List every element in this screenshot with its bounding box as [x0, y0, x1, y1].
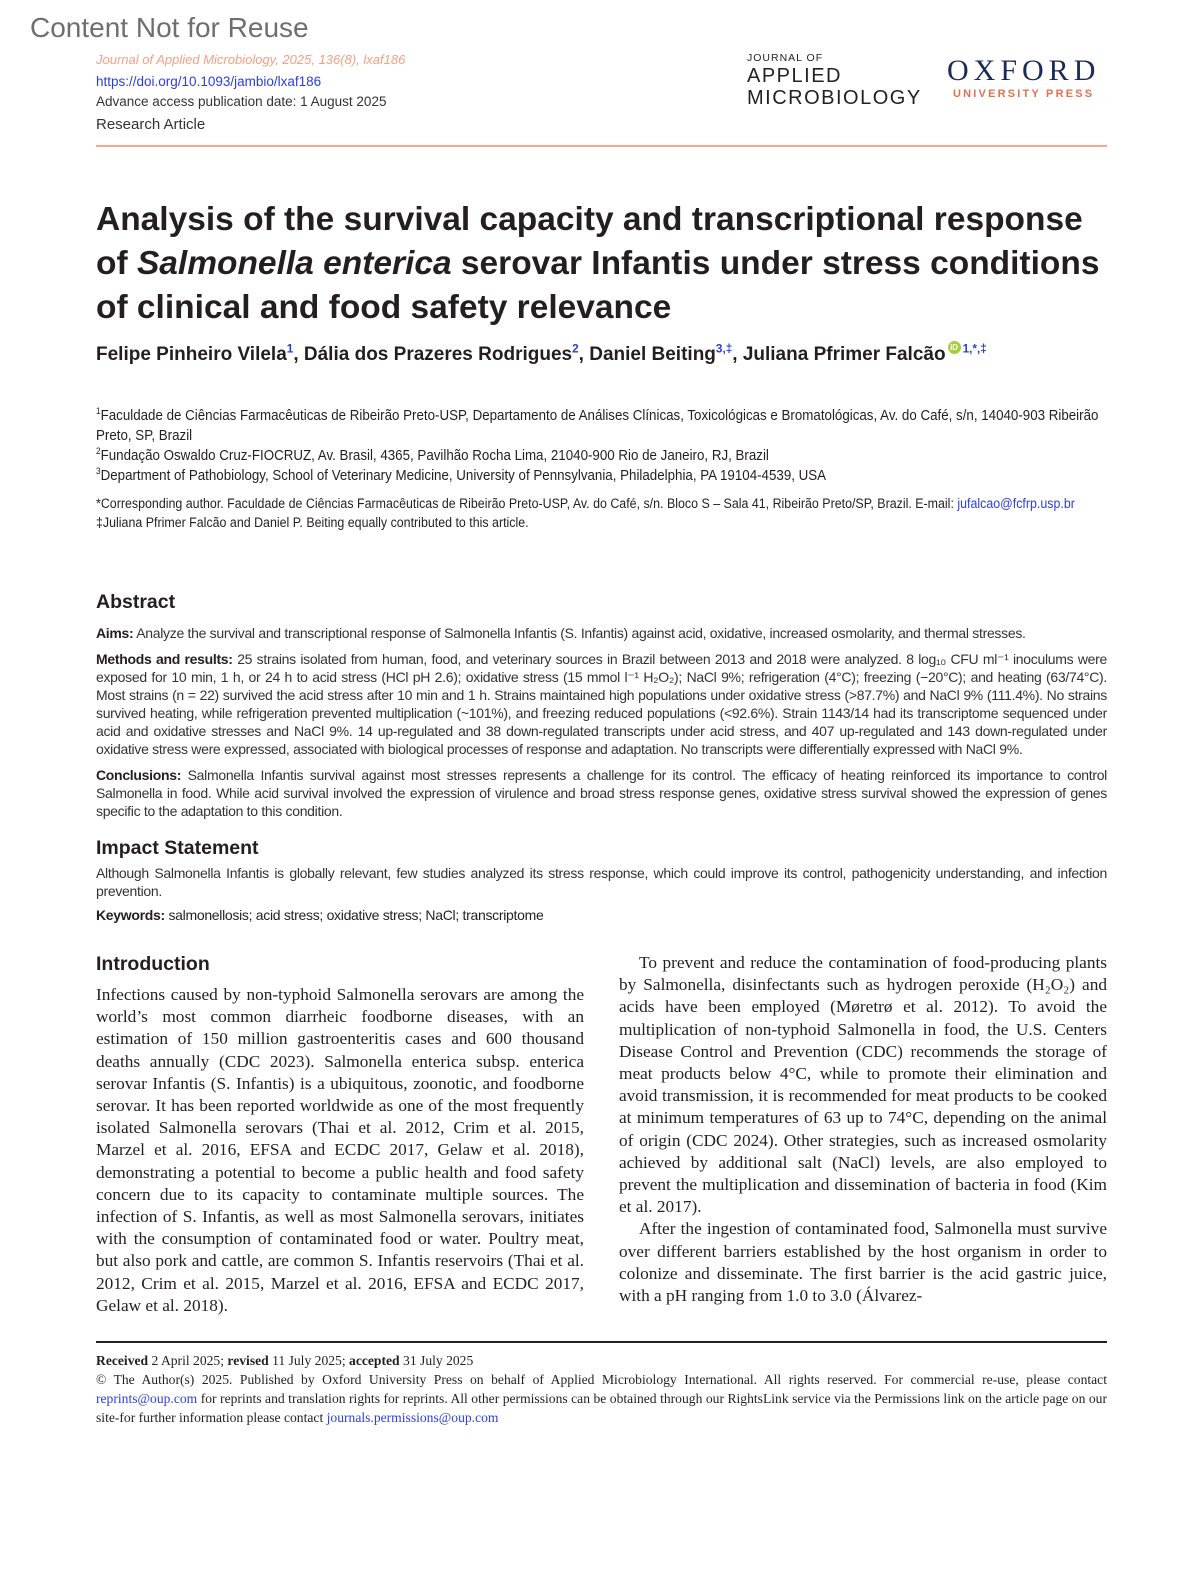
abstract-conclusions: [96, 766, 1107, 820]
corresponding-text: *Corresponding author. Faculdade de Ciências Farmacêuticas de Ribeirão Preto-USP, Av. do Café, s/n. Bloco S – Sala 41, Ribeirão Preto/SP, Brazil. E-mail:: [96, 496, 958, 511]
affiliation-text: Department of Pathobiology, School of Veterinary Medicine, University of Pennsylvania, Philadelphia, PA 19104-4539, USA: [100, 468, 827, 484]
abstract-body: [96, 624, 1107, 820]
header-divider: [96, 145, 1107, 147]
author-sup: 1,*,‡: [962, 342, 987, 356]
accepted-label: accepted: [349, 1352, 400, 1368]
copyright: [96, 1370, 1107, 1427]
conclusions-label: Conclusions:: [96, 767, 182, 783]
affiliation: [96, 466, 1107, 486]
aims-label: Aims:: [96, 625, 134, 641]
introduction: [96, 952, 1107, 1317]
title-part: serovar Infantis under stress conditions of clinical and food safety relevance: [96, 245, 1100, 326]
affiliation-text: Faculdade de Ciências Farmacêuticas de Ribeirão Preto-USP, Departamento de Análises Clínicas, Toxicológicas e Bromatológicas, Av. do Café, s/n, 14040-903 Ribeirão Preto, SP, Brazil: [96, 408, 1099, 444]
affiliation: [96, 406, 1107, 446]
publisher-logo: [947, 54, 1100, 100]
permissions-email-link[interactable]: journals.permissions@oup.com: [326, 1409, 499, 1425]
reprints-email-link[interactable]: reprints@oup.com: [96, 1390, 198, 1406]
copyright-text: © The Author(s) 2025. Published by Oxford University Press on behalf of Applied Microbiology International. All rights reserved. For commercial re-use, please contact: [96, 1371, 1107, 1387]
author[interactable]: Juliana Pfrimer Falcão: [742, 344, 946, 365]
title-part: Analysis of the survival capacity and transcriptional response of: [96, 201, 1083, 282]
title-italic: Salmonella enterica: [136, 245, 452, 282]
affiliation-sup: 2: [96, 446, 101, 457]
introduction-right-column: [619, 952, 1107, 1317]
abstract-heading: Abstract: [96, 591, 176, 613]
journal-logo: [747, 53, 922, 108]
article-title: [96, 198, 1107, 330]
received-dates: [96, 1351, 1107, 1370]
affiliation: [96, 446, 1107, 466]
revised-label: revised: [227, 1352, 269, 1368]
publisher-logo-main: OXFORD: [947, 54, 1101, 87]
keywords-label: Keywords:: [96, 907, 165, 923]
article-body: [96, 590, 1107, 1447]
publication-date: Advance access publication date: 1 August 2025: [96, 94, 387, 109]
equal-contribution-note: ‡Juliana Pfrimer Falcão and Daniel P. Beiting equally contributed to this article.: [96, 515, 529, 530]
intro-paragraph: Infections caused by non-typhoid Salmonella serovars are among the world’s most common diarrheic foodborne diseases, with an estimation of 150 million gastroenteritis cases and 600 thousand deaths annually (CDC 2023). Salmonella enterica subsp. enterica serovar Infantis (S. Infantis) is a ubiquitous, zoonotic, and foodborne serovar. It has been reported worldwide as one of the most frequently isolated Salmonella serovars (Thai et al. 2012, Crim et al. 2015, Marzel et al. 2016, EFSA and ECDC 2017, Gelaw et al. 2018), demonstrating a potential to become a public health and food safety concern due to its capacity to contaminate multiple sources. The infection of S. Infantis, as well as most Salmonella serovars, initiates with the consumption of contaminated food or water. Poultry meat, but also pork and cattle, are common S. Infantis reservoirs (Thai et al. 2012, Crim et al. 2015, Marzel et al. 2016, EFSA and ECDC 2017, Gelaw et al. 2018).: [96, 985, 584, 1315]
orcid-icon[interactable]: iD: [948, 341, 961, 354]
author-list: Felipe Pinheiro Vilela$^1$, Dália dos Prazeres Rodrigues$^2$, Daniel Beiting$^{3,\ddagger}$, Juliana Pfrimer Falcão iD $^{1,*,\ddagger}$: [96, 342, 987, 365]
corresponding-author: [96, 494, 1107, 532]
corresponding-email-link[interactable]: jufalcao@fcfrp.usp.br: [957, 496, 1075, 511]
intro-paragraph: To prevent and reduce the contamination of food-producing plants by Salmonella, disinfectants such as hydrogen peroxide (H₂O₂) and acids have been employed (Møretrø et al. 2012). To avoid the multiplication of non-typhoid Salmonella in food, the U.S. Centers Disease Control and Prevention (CDC) recommends the storage of meat products below 4°C, while to promote their elimination and avoid transmission, it is recommended for meat products to be cooked at minimum temperatures of 63 up to 74°C, depending on the animal of origin (CDC 2024). Other strategies, such as increased osmolarity achieved by additional salt (NaCl) levels, are also employed to prevent the multiplication and dissemination of bacteria in food (Kim et al. 2017).: [619, 953, 1107, 1217]
abstract-aims: [96, 624, 1107, 642]
author-sup: 1: [286, 342, 294, 356]
author[interactable]: Felipe Pinheiro Vilela: [96, 344, 287, 365]
publisher-logo-sub: UNIVERSITY PRESS: [952, 88, 1095, 100]
abstract-methods: [96, 650, 1107, 758]
received-date: 2 April 2025;: [151, 1352, 225, 1368]
received-label: Received: [96, 1352, 149, 1368]
footer-divider: [96, 1341, 1107, 1343]
affiliations: [96, 406, 1107, 486]
author[interactable]: Daniel Beiting: [589, 344, 716, 365]
copyright-text: for reprints and translation rights for reprints. All other permissions can be obtained through our RightsLink service via the Permissions link on the article page on our site-for further information please contact: [96, 1390, 1107, 1425]
affiliation-sup: 1: [96, 406, 101, 417]
methods-label: Methods and results:: [96, 651, 233, 667]
author-sup: 2: [572, 342, 579, 356]
journal-logo-line2: MICROBIOLOGY: [747, 86, 922, 109]
journal-logo-line1: APPLIED: [747, 64, 842, 87]
intro-paragraph: After the ingestion of contaminated food, Salmonella must survive over different barriers established by the host organism in order to colonize and disseminate. The first barrier is the acid gastric juice, with a pH ranging from 1.0 to 3.0 (Álvarez-: [619, 1219, 1107, 1306]
conclusions-text: Salmonella Infantis survival against most stresses represents a challenge for its control. The efficacy of heating reinforced its importance to control Salmonella in food. While acid survival involved the expression of virulence and broad stress response genes, oxidative stress survival showed the expression of genes specific to the adaptation to this condition.: [96, 767, 1107, 819]
keywords: [96, 906, 1107, 924]
keywords-text: salmonellosis; acid stress; oxidative stress; NaCl; transcriptome: [168, 907, 544, 923]
affiliation-text: Fundação Oswaldo Cruz-FIOCRUZ, Av. Brasil, 4365, Pavilhão Rocha Lima, 21040-900 Rio de Janeiro, RJ, Brazil: [100, 448, 769, 464]
introduction-left-column: [96, 952, 584, 1317]
introduction-heading: Introduction: [96, 953, 210, 975]
impact-text: Although Salmonella Infantis is globally relevant, few studies analyzed its stress response, which could improve its control, pathogenicity understanding, and infection prevention.: [96, 865, 1107, 899]
accepted-date: 31 July 2025: [403, 1352, 474, 1368]
journal-citation: Journal of Applied Microbiology, 2025, 136(8), lxaf186: [96, 52, 406, 67]
doi-link[interactable]: https://doi.org/10.1093/jambio/lxaf186: [96, 74, 322, 89]
aims-text: Analyze the survival and transcriptional response of Salmonella Infantis (S. Infantis) against acid, oxidative, increased osmolarity, and thermal stresses.: [136, 625, 1026, 641]
author-sup: 3,‡: [715, 342, 733, 356]
impact-heading: Impact Statement: [96, 837, 259, 859]
footer-notes: [96, 1351, 1107, 1447]
methods-text: 25 strains isolated from human, food, and veterinary sources in Brazil between 2013 and 2018 were analyzed. 8 log₁₀ CFU ml⁻¹ inoculums were exposed for 10 min, 1 h, or 24 h to acid stress (HCl pH 2.6); oxidative stress (15 mmol l⁻¹ H₂O₂); NaCl 9%; refrigeration (4°C); freezing (−20°C); and heating (63/74°C). Most strains (n = 22) survived the acid stress after 10 min and 1 h. Strains maintained high populations under oxidative stress (>87.7%) and NaCl 9% (111.4%). No strains survived heating, while refrigeration prevented multiplication (~101%), and freezing reduced populations (<92.6%). Strain 1143/14 had its transcriptome sequenced under acid and oxidative stresses and NaCl 9%. 14 up-regulated and 38 down-regulated transcripts under acid stress, and 407 up-regulated and 143 down-regulated under oxidative stress were expressed, associated with biological processes of response and adaptation. No transcripts were differentially expressed with NaCl 9%.: [96, 651, 1107, 757]
journal-logo-small: JOURNAL OF: [747, 52, 824, 64]
revised-date: 11 July 2025;: [272, 1352, 346, 1368]
affiliation-sup: 3: [96, 466, 101, 477]
article-type: Research Article: [96, 116, 206, 133]
author[interactable]: Dália dos Prazeres Rodrigues: [303, 344, 573, 365]
watermark: Content Not for Reuse: [30, 12, 309, 43]
